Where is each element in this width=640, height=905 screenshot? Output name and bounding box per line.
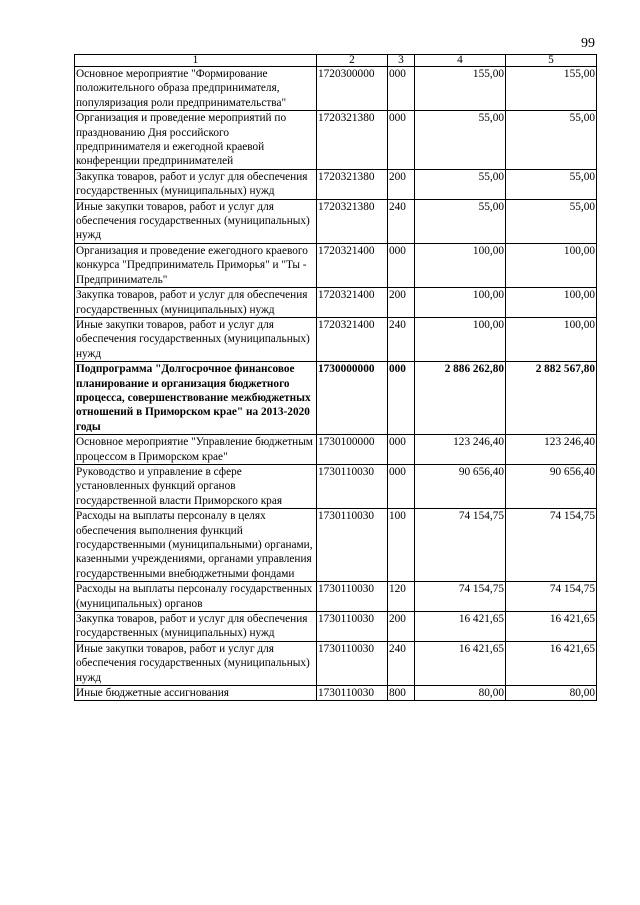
amount-col4-cell: 55,00: [415, 111, 506, 170]
amount-col4-cell: 155,00: [415, 67, 506, 111]
amount-col4-cell: 74 154,75: [415, 509, 506, 582]
amount-col4-cell: 55,00: [415, 169, 506, 199]
expense-name-cell: Иные закупки товаров, работ и услуг для обеспечения государственных (муниципальных) нужд: [75, 199, 317, 243]
expense-name-cell: Закупка товаров, работ и услуг для обеспечения государственных (муниципальных) нужд: [75, 169, 317, 199]
expense-type-cell: 200: [388, 169, 415, 199]
amount-col4-cell: 90 656,40: [415, 464, 506, 508]
table-row: [75, 582, 597, 612]
target-code-cell: 1730110030: [317, 582, 388, 612]
header-cell-4: 4: [415, 55, 506, 67]
amount-col5-cell: 16 421,65: [506, 612, 597, 642]
header-cell-1: 1: [75, 55, 317, 67]
budget-table-body: [75, 55, 597, 701]
expense-type-cell: 120: [388, 582, 415, 612]
table-row: [75, 111, 597, 170]
expense-type-cell: 000: [388, 67, 415, 111]
expense-name-cell: Руководство и управление в сфере установленных функций органов государственной власти Приморского края: [75, 464, 317, 508]
amount-col5-cell: 90 656,40: [506, 464, 597, 508]
amount-col4-cell: 16 421,65: [415, 641, 506, 685]
table-row: [75, 612, 597, 642]
target-code-cell: 1720321400: [317, 243, 388, 287]
budget-table: [74, 54, 597, 701]
amount-col5-cell: 74 154,75: [506, 509, 597, 582]
expense-type-cell: 000: [388, 435, 415, 465]
table-row: [75, 67, 597, 111]
expense-name-cell: Основное мероприятие "Формирование положительного образа предпринимателя, популяризация роли предпринимательства": [75, 67, 317, 111]
header-cell-5: 5: [506, 55, 597, 67]
amount-col4-cell: 2 886 262,80: [415, 362, 506, 435]
target-code-cell: 1730110030: [317, 612, 388, 642]
page-number: 99: [581, 36, 595, 51]
expense-type-cell: 000: [388, 111, 415, 170]
table-row: [75, 288, 597, 318]
expense-type-cell: 100: [388, 509, 415, 582]
target-code-cell: 1720321380: [317, 111, 388, 170]
table-row: [75, 464, 597, 508]
target-code-cell: 1730100000: [317, 435, 388, 465]
table-row: [75, 362, 597, 435]
target-code-cell: 1730110030: [317, 509, 388, 582]
amount-col4-cell: 80,00: [415, 686, 506, 701]
table-row: [75, 686, 597, 701]
amount-col5-cell: 100,00: [506, 288, 597, 318]
amount-col4-cell: 55,00: [415, 199, 506, 243]
target-code-cell: 1720321400: [317, 317, 388, 361]
expense-type-cell: 000: [388, 362, 415, 435]
target-code-cell: 1730110030: [317, 464, 388, 508]
target-code-cell: 1730000000: [317, 362, 388, 435]
target-code-cell: 1720321380: [317, 169, 388, 199]
amount-col5-cell: 2 882 567,80: [506, 362, 597, 435]
amount-col5-cell: 16 421,65: [506, 641, 597, 685]
amount-col5-cell: 155,00: [506, 67, 597, 111]
amount-col5-cell: 74 154,75: [506, 582, 597, 612]
amount-col4-cell: 100,00: [415, 288, 506, 318]
expense-type-cell: 240: [388, 199, 415, 243]
expense-type-cell: 200: [388, 612, 415, 642]
amount-col5-cell: 100,00: [506, 243, 597, 287]
amount-col4-cell: 74 154,75: [415, 582, 506, 612]
amount-col5-cell: 55,00: [506, 111, 597, 170]
header-cell-3: 3: [388, 55, 415, 67]
expense-name-cell: Иные закупки товаров, работ и услуг для обеспечения государственных (муниципальных) нужд: [75, 641, 317, 685]
expense-name-cell: Иные закупки товаров, работ и услуг для обеспечения государственных (муниципальных) нужд: [75, 317, 317, 361]
amount-col5-cell: 100,00: [506, 317, 597, 361]
expense-type-cell: 200: [388, 288, 415, 318]
expense-name-cell: Подпрограмма "Долгосрочное финансовое планирование и организация бюджетного процесса, совершенствование межбюджетных отношений в Приморском крае" на 2013-2020 годы: [75, 362, 317, 435]
table-row: [75, 317, 597, 361]
amount-col4-cell: 123 246,40: [415, 435, 506, 465]
target-code-cell: 1720321400: [317, 288, 388, 318]
expense-name-cell: Организация и проведение мероприятий по празднованию Дня российского предпринимателя и ежегодной краевой конференции предпринимателей: [75, 111, 317, 170]
expense-type-cell: 000: [388, 243, 415, 287]
expense-type-cell: 800: [388, 686, 415, 701]
table-row: [75, 435, 597, 465]
amount-col4-cell: 100,00: [415, 243, 506, 287]
target-code-cell: 1720321380: [317, 199, 388, 243]
table-row: [75, 641, 597, 685]
header-cell-2: 2: [317, 55, 388, 67]
amount-col5-cell: 55,00: [506, 169, 597, 199]
table-row: [75, 199, 597, 243]
expense-name-cell: Закупка товаров, работ и услуг для обеспечения государственных (муниципальных) нужд: [75, 288, 317, 318]
amount-col5-cell: 80,00: [506, 686, 597, 701]
expense-name-cell: Иные бюджетные ассигнования: [75, 686, 317, 701]
expense-name-cell: Организация и проведение ежегодного краевого конкурса "Предприниматель Приморья" и "Ты - Предприниматель": [75, 243, 317, 287]
table-row: [75, 169, 597, 199]
expense-type-cell: 240: [388, 641, 415, 685]
amount-col4-cell: 16 421,65: [415, 612, 506, 642]
target-code-cell: 1730110030: [317, 686, 388, 701]
table-row: [75, 243, 597, 287]
target-code-cell: 1730110030: [317, 641, 388, 685]
table-row: [75, 509, 597, 582]
expense-name-cell: Расходы на выплаты персоналу государственных (муниципальных) органов: [75, 582, 317, 612]
expense-name-cell: Расходы на выплаты персоналу в целях обеспечения выполнения функций государственными (муниципальными) органами, казенными учреждениями, органами управления государственными внебюджетными фондами: [75, 509, 317, 582]
expense-name-cell: Закупка товаров, работ и услуг для обеспечения государственных (муниципальных) нужд: [75, 612, 317, 642]
amount-col4-cell: 100,00: [415, 317, 506, 361]
amount-col5-cell: 55,00: [506, 199, 597, 243]
header-row: [75, 55, 597, 67]
target-code-cell: 1720300000: [317, 67, 388, 111]
expense-type-cell: 240: [388, 317, 415, 361]
expense-type-cell: 000: [388, 464, 415, 508]
expense-name-cell: Основное мероприятие "Управление бюджетным процессом в Приморском крае": [75, 435, 317, 465]
amount-col5-cell: 123 246,40: [506, 435, 597, 465]
